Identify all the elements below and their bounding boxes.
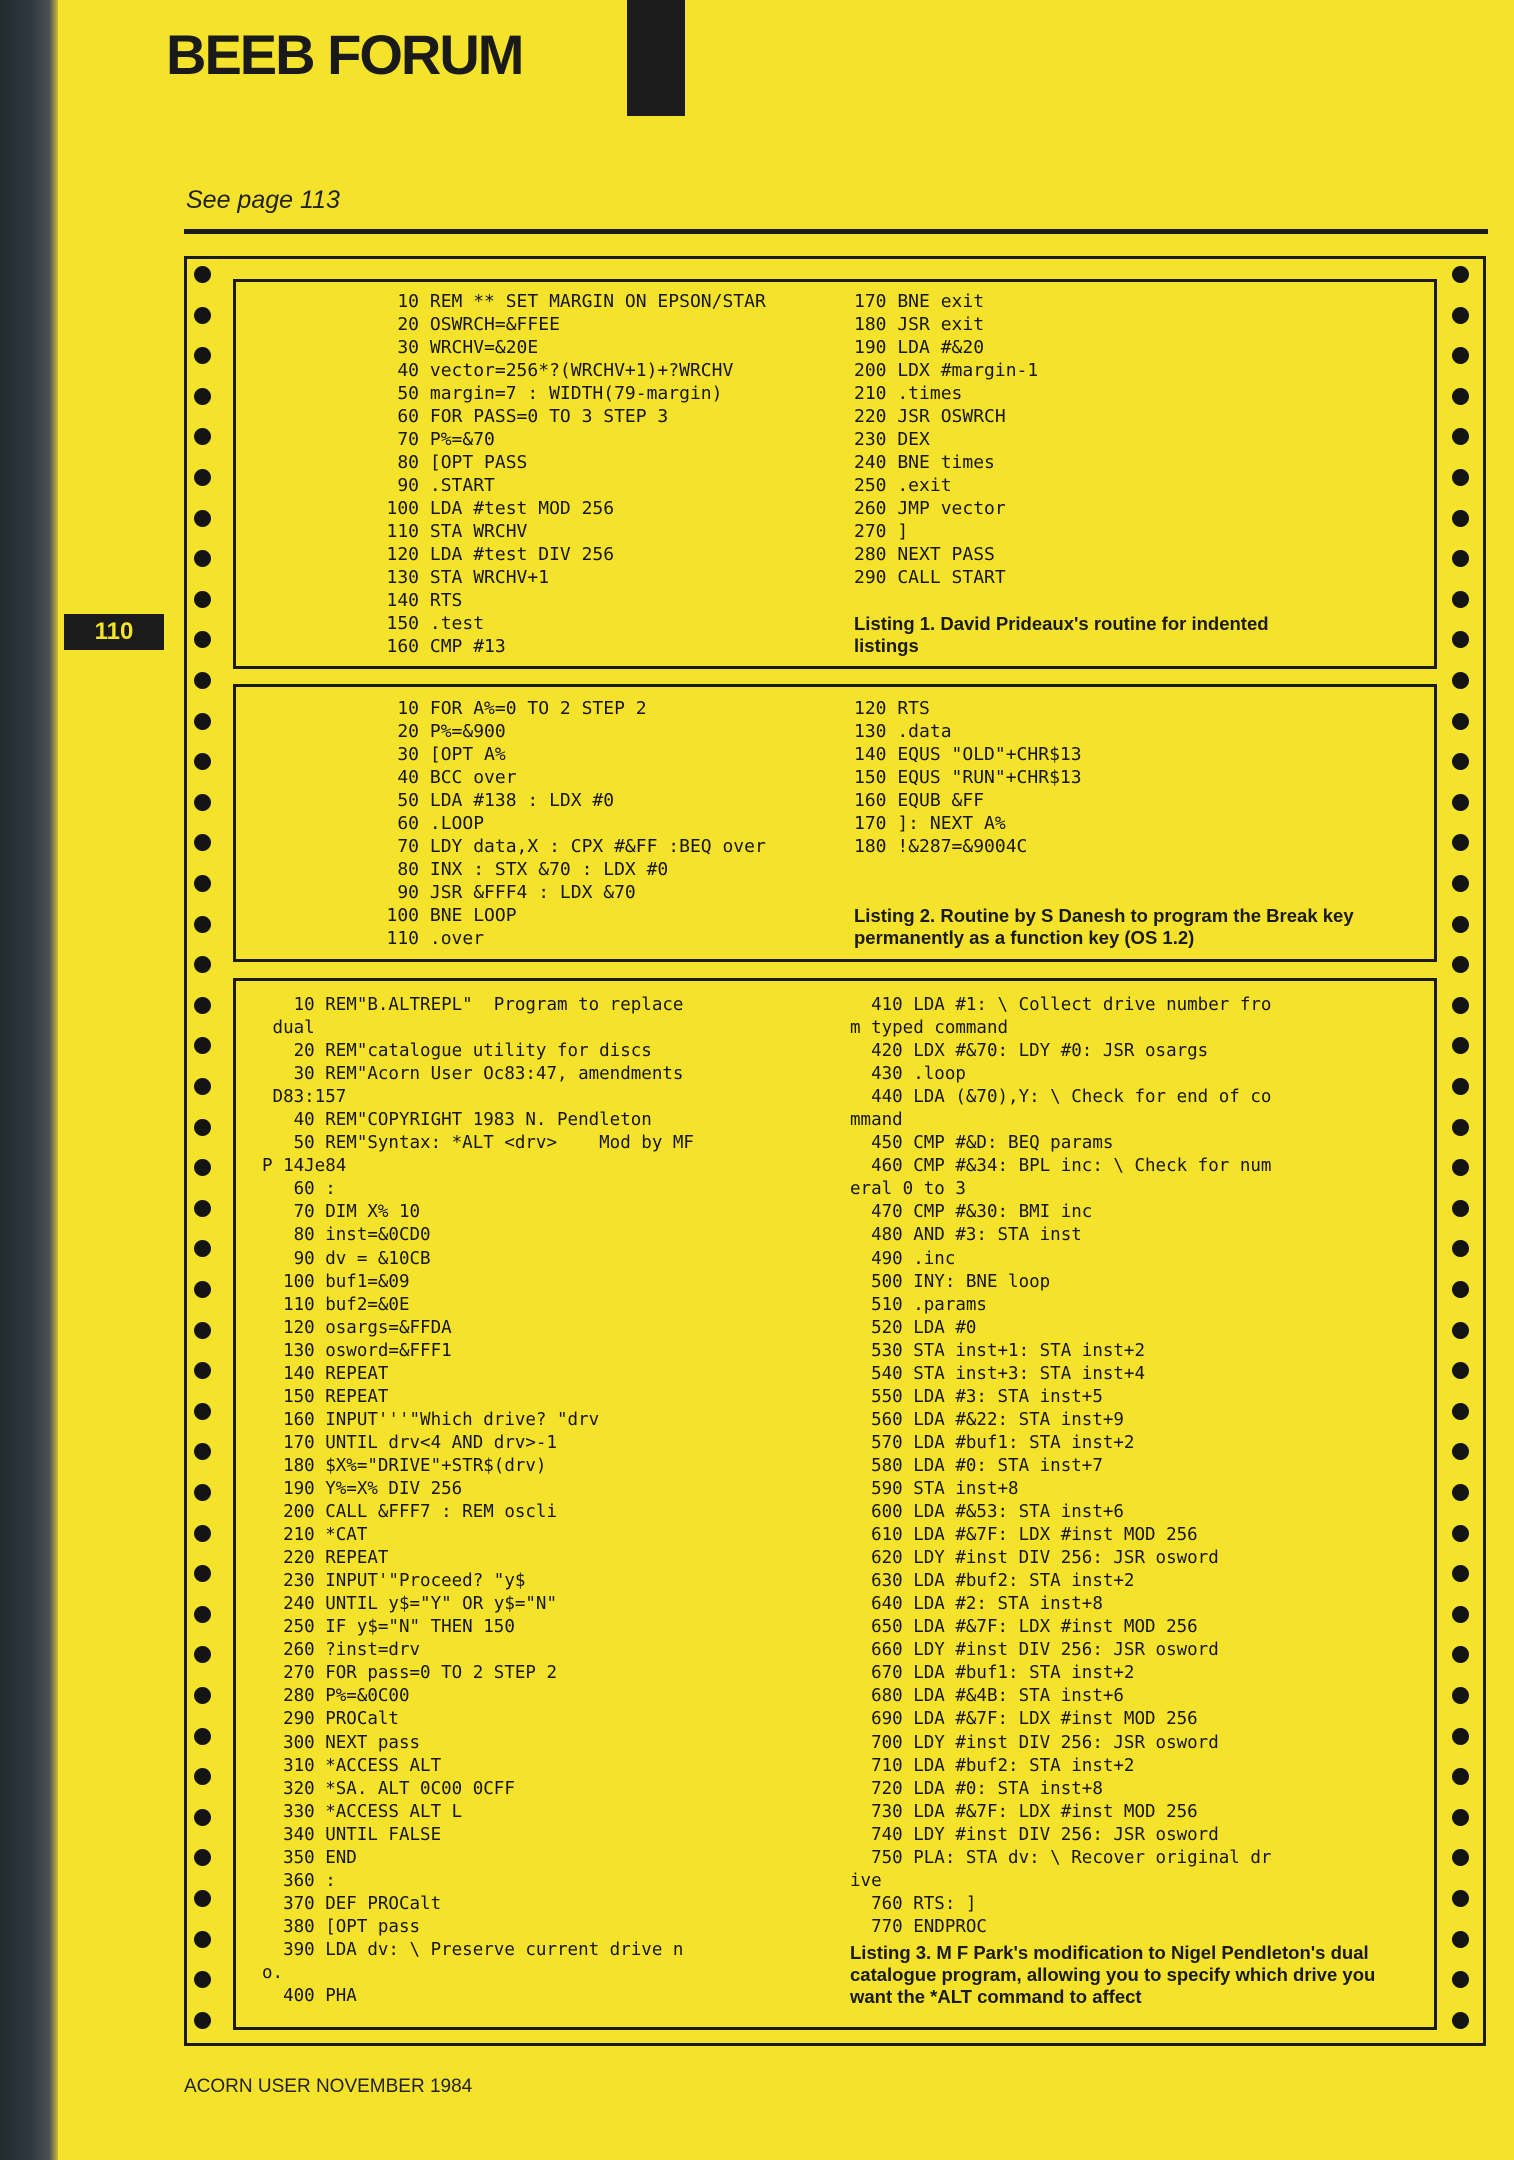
code-line: o.	[262, 1962, 284, 1983]
tractor-hole	[194, 1606, 211, 1623]
tractor-hole	[194, 1037, 211, 1054]
tractor-hole	[194, 753, 211, 770]
tractor-hole	[194, 266, 211, 283]
tractor-hole	[1452, 428, 1469, 445]
tractor-hole	[194, 510, 211, 527]
tractor-hole	[1452, 550, 1469, 567]
listing-2-code-right	[854, 697, 1082, 858]
code-line: 390 LDA dv: \ Preserve current drive n	[262, 1939, 684, 1960]
tractor-hole	[1452, 266, 1469, 283]
header-rule	[184, 229, 1488, 234]
listing-3-code-left	[262, 994, 694, 2008]
code-line: 260 JMP vector	[854, 498, 1006, 519]
code-line: 570 LDA #buf1: STA inst+2	[850, 1432, 1135, 1453]
tractor-hole	[1452, 631, 1469, 648]
tractor-hole	[1452, 672, 1469, 689]
code-line: 440 LDA (&70),Y: \ Check for end of co	[850, 1087, 1272, 1108]
tractor-hole	[1452, 753, 1469, 770]
code-line: 90 .START	[354, 475, 495, 496]
code-line: 180 JSR exit	[854, 314, 985, 335]
tractor-hole	[1452, 1403, 1469, 1420]
code-line: 120 RTS	[854, 698, 930, 719]
code-line: 70 P%=&70	[354, 429, 495, 450]
code-line: 490 .inc	[850, 1248, 956, 1269]
code-line: 100 BNE LOOP	[354, 905, 517, 926]
code-line: 320 *SA. ALT 0C00 0CFF	[262, 1778, 515, 1799]
code-line: 50 margin=7 : WIDTH(79-margin)	[354, 383, 723, 404]
code-line: 10 REM ** SET MARGIN ON EPSON/STAR	[354, 291, 766, 312]
code-line: 80 [OPT PASS	[354, 452, 528, 473]
tractor-hole	[1452, 1362, 1469, 1379]
header-tab-block	[627, 0, 685, 116]
code-line: 230 INPUT'"Proceed? "y$	[262, 1571, 526, 1592]
code-line: 660 LDY #inst DIV 256: JSR osword	[850, 1640, 1219, 1661]
tractor-hole	[194, 875, 211, 892]
code-line: 40 REM"COPYRIGHT 1983 N. Pendleton	[262, 1110, 652, 1131]
code-line: 400 PHA	[262, 1986, 357, 2007]
code-line: 70 DIM X% 10	[262, 1202, 421, 1223]
code-line: 770 ENDPROC	[850, 1916, 987, 1937]
listing-1-caption: Listing 1. David Prideaux's routine for indented listings	[854, 613, 1269, 656]
tractor-hole	[1452, 834, 1469, 851]
code-line: 40 BCC over	[354, 767, 517, 788]
code-line: P 14Je84	[262, 1156, 347, 1177]
code-line: 120 LDA #test DIV 256	[354, 544, 615, 565]
tractor-hole	[1452, 591, 1469, 608]
code-line: 110 buf2=&0E	[262, 1294, 410, 1315]
listing-1-code-left	[354, 290, 766, 658]
code-line: m typed command	[850, 1018, 1009, 1039]
code-line: 170 UNTIL drv<4 AND drv>-1	[262, 1432, 558, 1453]
code-line: 20 OSWRCH=&FFEE	[354, 314, 560, 335]
tractor-hole	[194, 631, 211, 648]
code-line: 110 STA WRCHV	[354, 521, 528, 542]
code-line: 270 FOR pass=0 TO 2 STEP 2	[262, 1663, 558, 1684]
code-line: 280 P%=&0C00	[262, 1686, 410, 1707]
code-line: 120 osargs=&FFDA	[262, 1317, 452, 1338]
tractor-hole	[194, 1200, 211, 1217]
tractor-hole	[194, 1240, 211, 1257]
tractor-hole	[1452, 307, 1469, 324]
code-line: 140 REPEAT	[262, 1363, 389, 1384]
tractor-hole	[194, 1443, 211, 1460]
tractor-hole	[194, 1565, 211, 1582]
listing-1	[233, 279, 1437, 669]
code-line: 250 IF y$="N" THEN 150	[262, 1617, 515, 1638]
listing-2-code-left	[354, 697, 766, 950]
code-line: 60 :	[262, 1179, 336, 1200]
code-line: 710 LDA #buf2: STA inst+2	[850, 1755, 1135, 1776]
code-line: 630 LDA #buf2: STA inst+2	[850, 1571, 1135, 1592]
tractor-hole	[1452, 1849, 1469, 1866]
code-line: 520 LDA #0	[850, 1317, 977, 1338]
tractor-holes-right	[1452, 256, 1472, 2046]
code-line: 100 LDA #test MOD 256	[354, 498, 615, 519]
code-line: mmand	[850, 1110, 903, 1131]
code-line: 530 STA inst+1: STA inst+2	[850, 1340, 1146, 1361]
tractor-hole	[1452, 1931, 1469, 1948]
tractor-hole	[194, 428, 211, 445]
tractor-hole	[194, 1849, 211, 1866]
tractor-hole	[1452, 713, 1469, 730]
code-line: 20 P%=&900	[354, 721, 506, 742]
code-line: 610 LDA #&7F: LDX #inst MOD 256	[850, 1525, 1198, 1546]
tractor-hole	[1452, 956, 1469, 973]
code-line: 220 REPEAT	[262, 1548, 389, 1569]
code-line: D83:157	[262, 1087, 347, 1108]
tractor-hole	[194, 347, 211, 364]
code-line: 280 NEXT PASS	[854, 544, 995, 565]
code-line: 460 CMP #&34: BPL inc: \ Check for num	[850, 1156, 1272, 1177]
magazine-spine	[0, 0, 58, 2160]
code-line: 50 LDA #138 : LDX #0	[354, 790, 615, 811]
code-line: 760 RTS: ]	[850, 1893, 977, 1914]
tractor-hole	[194, 1525, 211, 1542]
code-line: 270 ]	[854, 521, 909, 542]
code-line: 450 CMP #&D: BEQ params	[850, 1133, 1114, 1154]
code-line: 310 *ACCESS ALT	[262, 1755, 442, 1776]
code-line: 600 LDA #&53: STA inst+6	[850, 1502, 1124, 1523]
code-line: 580 LDA #0: STA inst+7	[850, 1455, 1103, 1476]
tractor-hole	[194, 1322, 211, 1339]
code-line: 150 .test	[354, 613, 485, 634]
code-line: 650 LDA #&7F: LDX #inst MOD 256	[850, 1617, 1198, 1638]
page-number: 110	[64, 614, 164, 650]
code-line: 110 .over	[354, 928, 485, 949]
tractor-hole	[1452, 794, 1469, 811]
code-line: 200 CALL &FFF7 : REM oscli	[262, 1502, 558, 1523]
code-line: 340 UNTIL FALSE	[262, 1824, 442, 1845]
code-line: 380 [OPT pass	[262, 1916, 421, 1937]
tractor-hole	[1452, 510, 1469, 527]
tractor-hole	[194, 1159, 211, 1176]
code-line: 170 BNE exit	[854, 291, 985, 312]
code-line: 290 PROCalt	[262, 1709, 399, 1730]
tractor-hole	[1452, 1240, 1469, 1257]
code-line: 90 JSR &FFF4 : LDX &70	[354, 882, 636, 903]
code-line: 130 STA WRCHV+1	[354, 567, 550, 588]
code-line: 480 AND #3: STA inst	[850, 1225, 1082, 1246]
tractor-hole	[1452, 1525, 1469, 1542]
tractor-hole	[1452, 1809, 1469, 1826]
tractor-hole	[194, 307, 211, 324]
tractor-hole	[1452, 1971, 1469, 1988]
see-page-note: See page 113	[186, 186, 340, 214]
code-line: 240 BNE times	[854, 452, 995, 473]
code-line: 40 vector=256*?(WRCHV+1)+?WRCHV	[354, 360, 734, 381]
code-line: 210 *CAT	[262, 1525, 368, 1546]
tractor-hole	[194, 916, 211, 933]
tractor-hole	[194, 1687, 211, 1704]
tractor-hole	[1452, 1565, 1469, 1582]
code-line: 30 REM"Acorn User Oc83:47, amendments	[262, 1064, 684, 1085]
tractor-hole	[194, 1809, 211, 1826]
tractor-hole	[194, 550, 211, 567]
code-line: 150 EQUS "RUN"+CHR$13	[854, 767, 1082, 788]
tractor-hole	[194, 834, 211, 851]
section-title: BEEB FORUM	[166, 23, 523, 86]
code-line: 200 LDX #margin-1	[854, 360, 1039, 381]
code-line: 160 CMP #13	[354, 636, 506, 657]
tractor-hole	[1452, 1768, 1469, 1785]
code-line: 240 UNTIL y$="Y" OR y$="N"	[262, 1594, 558, 1615]
tractor-hole	[1452, 469, 1469, 486]
code-line: 180 !&287=&9004C	[854, 836, 1028, 857]
listing-2-caption: Listing 2. Routine by S Danesh to program the Break key permanently as a function key (OS 1.2)	[854, 905, 1354, 948]
code-line: 720 LDA #0: STA inst+8	[850, 1778, 1103, 1799]
code-line: 670 LDA #buf1: STA inst+2	[850, 1663, 1135, 1684]
code-line: 130 osword=&FFF1	[262, 1340, 452, 1361]
tractor-hole	[194, 1728, 211, 1745]
tractor-hole	[194, 1403, 211, 1420]
code-line: 730 LDA #&7F: LDX #inst MOD 256	[850, 1801, 1198, 1822]
code-line: 160 EQUB &FF	[854, 790, 985, 811]
tractor-hole	[194, 956, 211, 973]
tractor-hole	[194, 591, 211, 608]
tractor-hole	[1452, 997, 1469, 1014]
tractor-hole	[1452, 1484, 1469, 1501]
code-line: 260 ?inst=drv	[262, 1640, 421, 1661]
listing-3-code-right	[850, 994, 1271, 1939]
code-line: eral 0 to 3	[850, 1179, 966, 1200]
code-line: 190 Y%=X% DIV 256	[262, 1478, 463, 1499]
code-line: 700 LDY #inst DIV 256: JSR osword	[850, 1732, 1219, 1753]
code-line: 70 LDY data,X : CPX #&FF :BEQ over	[354, 836, 766, 857]
code-line: 60 FOR PASS=0 TO 3 STEP 3	[354, 406, 669, 427]
tractor-hole	[194, 713, 211, 730]
code-line: 80 inst=&0CD0	[262, 1225, 431, 1246]
tractor-hole	[194, 388, 211, 405]
tractor-hole	[194, 1484, 211, 1501]
code-line: 180 $X%="DRIVE"+STR$(drv)	[262, 1455, 547, 1476]
tractor-hole	[1452, 1159, 1469, 1176]
code-line: 10 FOR A%=0 TO 2 STEP 2	[354, 698, 647, 719]
tractor-hole	[1452, 388, 1469, 405]
code-line: 140 EQUS "OLD"+CHR$13	[854, 744, 1082, 765]
code-line: 430 .loop	[850, 1064, 966, 1085]
code-line: 80 INX : STX &70 : LDX #0	[354, 859, 669, 880]
code-line: 750 PLA: STA dv: \ Recover original dr	[850, 1847, 1272, 1868]
code-line: 690 LDA #&7F: LDX #inst MOD 256	[850, 1709, 1198, 1730]
code-line: 540 STA inst+3: STA inst+4	[850, 1363, 1146, 1384]
tractor-hole	[1452, 1119, 1469, 1136]
code-line: 350 END	[262, 1847, 357, 1868]
tractor-hole	[1452, 347, 1469, 364]
code-line: dual	[262, 1018, 315, 1039]
tractor-hole	[194, 1646, 211, 1663]
code-line: 620 LDY #inst DIV 256: JSR osword	[850, 1548, 1219, 1569]
tractor-hole	[1452, 1200, 1469, 1217]
tractor-hole	[194, 997, 211, 1014]
tractor-hole	[194, 1362, 211, 1379]
code-line: 250 .exit	[854, 475, 952, 496]
tractor-hole	[1452, 1078, 1469, 1095]
code-line: 370 DEF PROCalt	[262, 1893, 442, 1914]
code-line: 210 .times	[854, 383, 963, 404]
code-line: 230 DEX	[854, 429, 930, 450]
code-line: 220 JSR OSWRCH	[854, 406, 1006, 427]
tractor-hole	[194, 1281, 211, 1298]
code-line: 150 REPEAT	[262, 1386, 389, 1407]
tractor-hole	[194, 1119, 211, 1136]
tractor-hole	[1452, 2012, 1469, 2029]
listing-3-caption: Listing 3. M F Park's modification to Nigel Pendleton's dual catalogue program, allowing you to specify which drive you want the *ALT command to affect	[850, 1942, 1376, 2007]
tractor-hole	[1452, 1443, 1469, 1460]
code-line: 300 NEXT pass	[262, 1732, 421, 1753]
tractor-hole	[194, 1931, 211, 1948]
code-line: 560 LDA #&22: STA inst+9	[850, 1409, 1124, 1430]
code-line: 100 buf1=&09	[262, 1271, 410, 1292]
code-line: 30 [OPT A%	[354, 744, 506, 765]
tractor-hole	[194, 469, 211, 486]
tractor-hole	[1452, 875, 1469, 892]
code-line: 510 .params	[850, 1294, 987, 1315]
code-line: 360 :	[262, 1870, 336, 1891]
tractor-hole	[1452, 1606, 1469, 1623]
code-line: 290 CALL START	[854, 567, 1006, 588]
code-line: 330 *ACCESS ALT L	[262, 1801, 463, 1822]
code-line: 20 REM"catalogue utility for discs	[262, 1041, 652, 1062]
code-line: ive	[850, 1870, 882, 1891]
tractor-hole	[194, 1078, 211, 1095]
code-line: 30 WRCHV=&20E	[354, 337, 539, 358]
code-line: 420 LDX #&70: LDY #0: JSR osargs	[850, 1041, 1209, 1062]
tractor-hole	[194, 1768, 211, 1785]
code-line: 550 LDA #3: STA inst+5	[850, 1386, 1103, 1407]
code-line: 470 CMP #&30: BMI inc	[850, 1202, 1093, 1223]
tractor-hole	[194, 794, 211, 811]
tractor-hole	[194, 1971, 211, 1988]
tractor-hole	[194, 2012, 211, 2029]
tractor-hole	[194, 672, 211, 689]
tractor-hole	[1452, 1890, 1469, 1907]
code-line: 10 REM"B.ALTREPL" Program to replace	[262, 995, 684, 1015]
code-line: 640 LDA #2: STA inst+8	[850, 1594, 1103, 1615]
tractor-hole	[1452, 916, 1469, 933]
tractor-hole	[1452, 1646, 1469, 1663]
listing-2	[233, 684, 1437, 962]
tractor-hole	[1452, 1037, 1469, 1054]
code-line: 590 STA inst+8	[850, 1478, 1019, 1499]
code-line: 140 RTS	[354, 590, 463, 611]
code-line: 500 INY: BNE loop	[850, 1271, 1051, 1292]
tractor-hole	[194, 1890, 211, 1907]
code-line: 740 LDY #inst DIV 256: JSR osword	[850, 1824, 1219, 1845]
code-line: 90 dv = &10CB	[262, 1248, 431, 1269]
tractor-hole	[1452, 1322, 1469, 1339]
tractor-hole	[1452, 1687, 1469, 1704]
tractor-hole	[1452, 1281, 1469, 1298]
code-line: 410 LDA #1: \ Collect drive number fro	[850, 995, 1272, 1015]
code-line: 60 .LOOP	[354, 813, 485, 834]
listing-3	[233, 978, 1437, 2030]
code-line: 190 LDA #&20	[854, 337, 985, 358]
listing-1-code-right	[854, 290, 1038, 589]
code-line: 130 .data	[854, 721, 952, 742]
tractor-hole	[1452, 1728, 1469, 1745]
code-line: 50 REM"Syntax: *ALT <drv> Mod by MF	[262, 1133, 694, 1154]
code-line: 160 INPUT'''"Which drive? "drv	[262, 1409, 600, 1430]
code-line: 680 LDA #&4B: STA inst+6	[850, 1686, 1124, 1707]
code-line: 170 ]: NEXT A%	[854, 813, 1006, 834]
footer-issue: ACORN USER NOVEMBER 1984	[184, 2076, 473, 2097]
tractor-holes-left	[194, 256, 214, 2046]
